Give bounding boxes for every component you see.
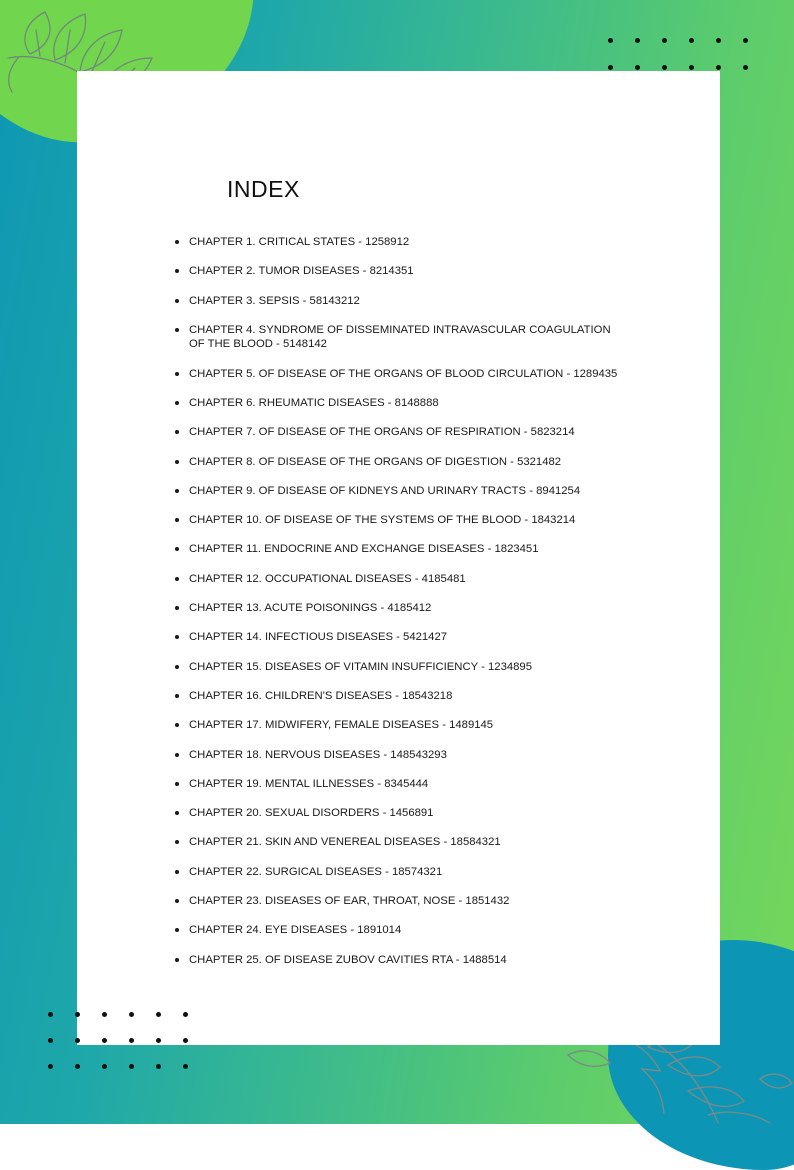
- chapter-item: [175, 572, 625, 587]
- chapter-item: [175, 323, 625, 352]
- dot-grid-bottom-left: [48, 1012, 188, 1069]
- chapter-item: [175, 484, 625, 499]
- bullet-icon: [175, 489, 179, 493]
- chapter-label: CHAPTER 5. OF DISEASE OF THE ORGANS OF BLOOD CIRCULATION - 1289435: [189, 367, 618, 380]
- page-title: INDEX: [227, 176, 300, 202]
- bullet-icon: [175, 958, 179, 962]
- chapter-item: [175, 396, 625, 411]
- chapter-item: [175, 806, 625, 821]
- bullet-icon: [175, 518, 179, 522]
- bullet-icon: [175, 635, 179, 639]
- chapter-item: [175, 835, 625, 850]
- chapter-label: CHAPTER 9. OF DISEASE OF KIDNEYS AND URINARY TRACTS - 8941254: [189, 484, 581, 497]
- chapter-label: CHAPTER 12. OCCUPATIONAL DISEASES - 4185481: [189, 572, 466, 585]
- bullet-icon: [175, 723, 179, 727]
- bullet-icon: [175, 840, 179, 844]
- chapter-item: [175, 748, 625, 763]
- bullet-icon: [175, 547, 179, 551]
- chapter-label: CHAPTER 21. SKIN AND VENEREAL DISEASES - 18584321: [189, 836, 501, 849]
- bullet-icon: [175, 694, 179, 698]
- bullet-icon: [175, 240, 179, 244]
- chapter-item: [175, 235, 625, 250]
- chapter-item: [175, 367, 625, 382]
- chapter-item: [175, 425, 625, 440]
- chapter-item: [175, 294, 625, 309]
- bullet-icon: [175, 372, 179, 376]
- chapter-label: CHAPTER 17. MIDWIFERY, FEMALE DISEASES - 1489145: [189, 719, 494, 732]
- bullet-icon: [175, 928, 179, 932]
- bullet-icon: [175, 430, 179, 434]
- chapter-label: CHAPTER 3. SEPSIS - 58143212: [189, 294, 360, 307]
- bullet-icon: [175, 460, 179, 464]
- chapter-item: [175, 542, 625, 557]
- chapter-item: [175, 689, 625, 704]
- chapter-item: [175, 264, 625, 279]
- bullet-icon: [175, 899, 179, 903]
- chapter-label: CHAPTER 19. MENTAL ILLNESSES - 8345444: [189, 777, 429, 790]
- chapter-label: CHAPTER 24. EYE DISEASES - 1891014: [189, 924, 402, 937]
- bullet-icon: [175, 753, 179, 757]
- chapter-label: CHAPTER 18. NERVOUS DISEASES - 148543293: [189, 748, 447, 761]
- chapter-item: [175, 865, 625, 880]
- chapter-item: [175, 777, 625, 792]
- chapter-item: [175, 455, 625, 470]
- chapter-label: CHAPTER 8. OF DISEASE OF THE ORGANS OF DIGESTION - 5321482: [189, 455, 562, 468]
- chapter-label: CHAPTER 7. OF DISEASE OF THE ORGANS OF RESPIRATION - 5823214: [189, 426, 575, 439]
- chapter-label: CHAPTER 23. DISEASES OF EAR, THROAT, NOSE - 1851432: [189, 895, 510, 908]
- bullet-icon: [175, 577, 179, 581]
- chapter-label: CHAPTER 13. ACUTE POISONINGS - 4185412: [189, 602, 432, 615]
- chapter-item: [175, 923, 625, 938]
- chapter-label: CHAPTER 14. INFECTIOUS DISEASES - 5421427: [189, 631, 448, 644]
- chapter-label: CHAPTER 4. SYNDROME OF DISSEMINATED INTRAVASCULAR COAGULATION OF THE BLOOD - 5148142: [189, 323, 611, 351]
- chapter-item: [175, 601, 625, 616]
- chapter-item: [175, 953, 625, 968]
- dot-grid-top-right: [608, 38, 748, 70]
- bullet-icon: [175, 606, 179, 610]
- chapter-item: [175, 513, 625, 528]
- chapter-label: CHAPTER 10. OF DISEASE OF THE SYSTEMS OF THE BLOOD - 1843214: [189, 514, 576, 527]
- bullet-icon: [175, 870, 179, 874]
- chapter-label: CHAPTER 2. TUMOR DISEASES - 8214351: [189, 265, 414, 278]
- chapter-label: CHAPTER 16. CHILDREN'S DISEASES - 18543218: [189, 689, 453, 702]
- chapter-item: [175, 894, 625, 909]
- chapter-item: [175, 718, 625, 733]
- chapter-item: [175, 660, 625, 675]
- chapter-label: CHAPTER 6. RHEUMATIC DISEASES - 8148888: [189, 396, 439, 409]
- bullet-icon: [175, 811, 179, 815]
- bullet-icon: [175, 782, 179, 786]
- bullet-icon: [175, 328, 179, 332]
- bullet-icon: [175, 299, 179, 303]
- bullet-icon: [175, 269, 179, 273]
- chapter-list: [175, 235, 625, 982]
- chapter-item: [175, 630, 625, 645]
- chapter-label: CHAPTER 20. SEXUAL DISORDERS - 1456891: [189, 807, 434, 820]
- chapter-label: CHAPTER 15. DISEASES OF VITAMIN INSUFFICIENCY - 1234895: [189, 660, 532, 673]
- chapter-label: CHAPTER 1. CRITICAL STATES - 1258912: [189, 236, 410, 248]
- chapter-label: CHAPTER 22. SURGICAL DISEASES - 18574321: [189, 865, 443, 878]
- bullet-icon: [175, 665, 179, 669]
- chapter-label: CHAPTER 25. OF DISEASE ZUBOV CAVITIES RTA - 1488514: [189, 953, 507, 966]
- bullet-icon: [175, 401, 179, 405]
- chapter-label: CHAPTER 11. ENDOCRINE AND EXCHANGE DISEASES - 1823451: [189, 543, 539, 556]
